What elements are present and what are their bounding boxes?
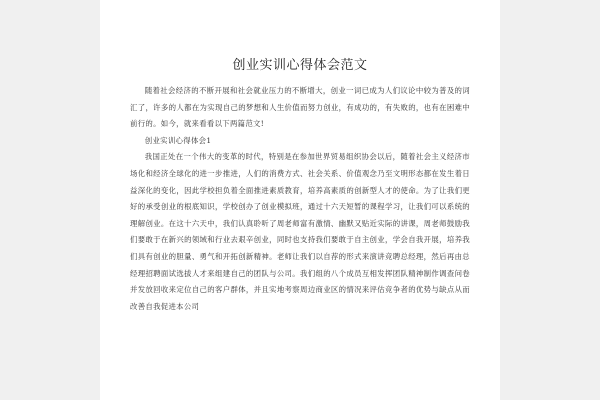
document-page xyxy=(100,0,500,400)
section-subheading: 创业实训心得体会1 xyxy=(144,135,212,145)
intro-paragraph: 随着社会经济的不断开展和社会就业压力的不断增大，创业一词已成为人们议论中较为普及的词汇了，许多的人都在为实现自己的梦想和人生价值而努力创业，有成功的，有失败的，也有在困难中前行的。如今，就来看看以下两篇范文! xyxy=(130,86,470,129)
body-paragraph: 我国正处在一个伟大的变革的时代，特别是在参加世界贸易组织协会以后，随着社会主义经济市场化和经济全球化的进一步推进，人们的消费方式、社会关系、价值观念乃至文明形态都在发生着日益深化的变化，因此学校担负着全面推进素质教育，培养高素质的创新型人才的使命。为了让我们更好的承受创业的根底知识，学校创办了创业模拟班，通过十六天短暂的课程学习，让我们可以系统的理解创业。在这十六天中，我们认真聆听了周老师富有激情、幽默又贴近实际的讲课，周老师鼓励我们要敢于在新兴的领域和行业去艰辛创业，同时也支持我们要敢于自主创业，学会自我开展，培养我们具有创业的胆量、勇气和开拓创新精神。老师让我们以自荐的形式来演讲竞聘总经理，然后再由总经理招聘面试选拔人才来组建自己的团队与公司。我们组的八个成员互相发挥团队精神制作调查问卷并发放回收来定位自己的客户群体，并且实地考察周边商业区的情况来评估竞争者的优势与缺点从而改善自我促进本公司 xyxy=(130,152,470,311)
document-title: 创业实训心得体会范文 xyxy=(232,58,368,73)
